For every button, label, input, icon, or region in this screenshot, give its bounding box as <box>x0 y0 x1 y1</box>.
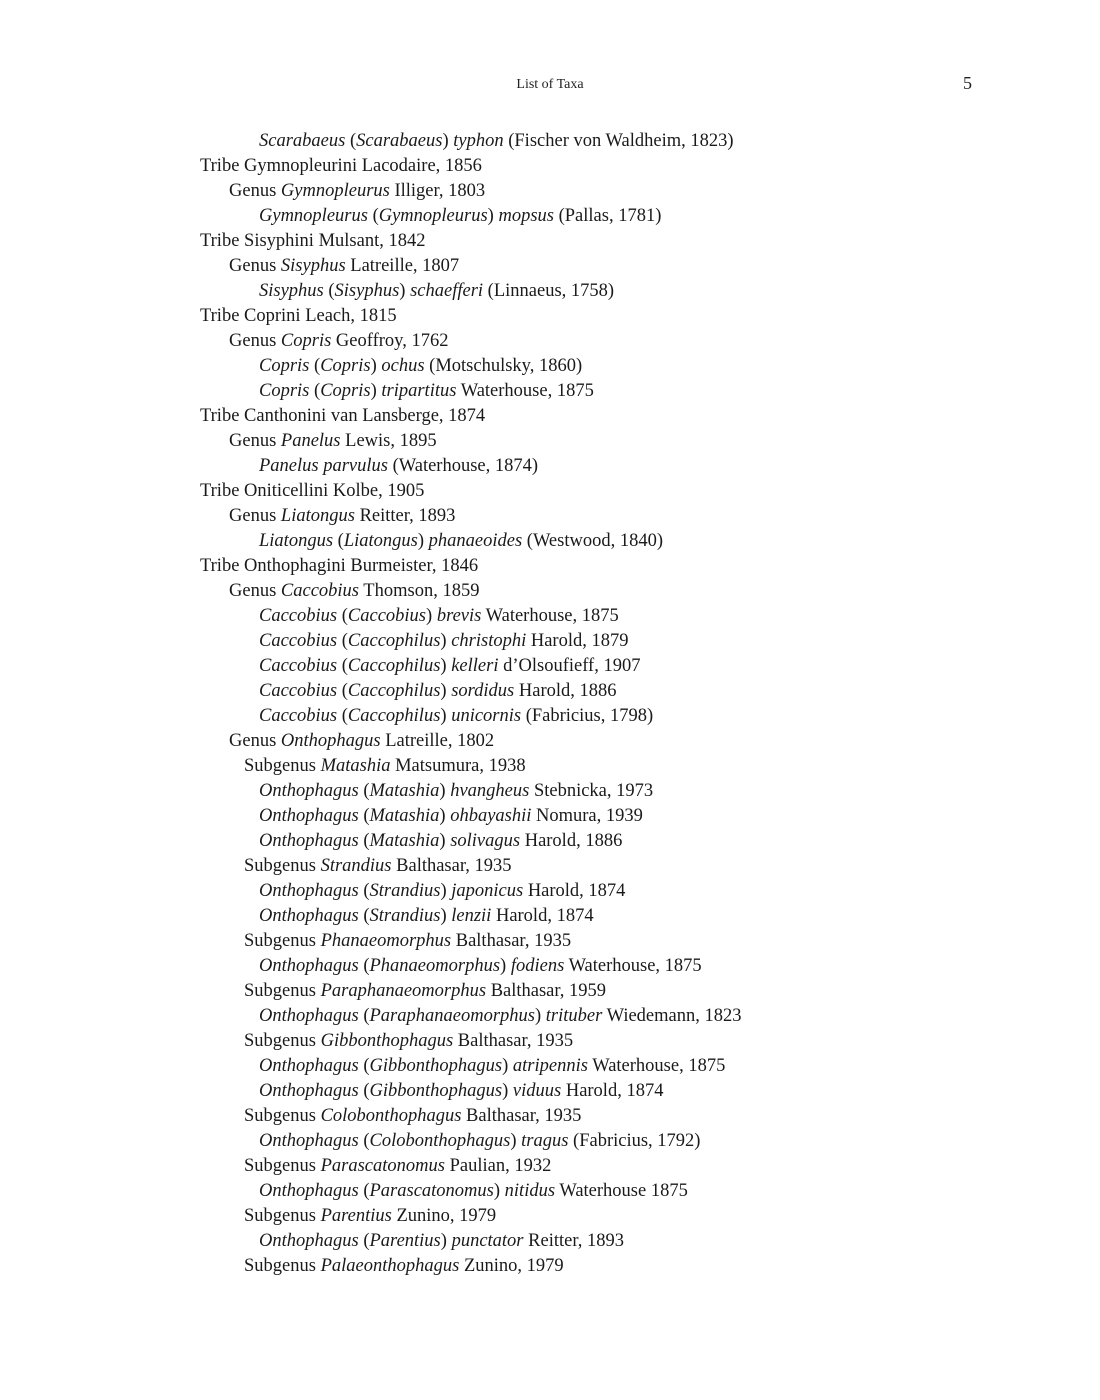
taxon-subgenus-line <box>0 754 1100 779</box>
taxon-species-line <box>0 629 1100 654</box>
taxon-text: Subgenus <box>244 1206 321 1226</box>
taxon-text: Genus <box>229 331 281 351</box>
taxon-text: Genus <box>229 581 281 601</box>
running-head: List of Taxa <box>516 77 584 92</box>
taxon-subgenus-line <box>0 929 1100 954</box>
page-number: 5 <box>963 73 972 93</box>
taxon-text: ) <box>417 531 429 551</box>
taxon-species-line <box>0 1229 1100 1254</box>
taxon-name-italic: Sisyphus <box>280 256 346 276</box>
taxon-name-italic: kelleri <box>451 656 499 676</box>
taxon-name-italic: Scarabaeus <box>259 131 346 151</box>
taxon-species-line <box>0 129 1100 154</box>
taxon-name-italic: Gibbonthophagus <box>320 1031 454 1051</box>
taxon-text: Zunino, 1979 <box>391 1206 497 1226</box>
taxon-name-italic: brevis <box>436 606 482 626</box>
taxon-text: ( <box>358 1231 370 1251</box>
taxon-text: Genus <box>229 431 281 451</box>
taxon-tribe-line <box>0 404 1100 429</box>
taxon-text: ( <box>337 656 348 676</box>
taxon-text: (Fabricius, 1792) <box>568 1131 701 1151</box>
taxon-species-line <box>0 454 1100 479</box>
taxon-text: Subgenus <box>244 1256 321 1276</box>
taxon-name-italic: Onthophagus <box>259 1081 359 1101</box>
taxon-name-italic: Palaeonthophagus <box>320 1256 460 1276</box>
taxon-name-italic: Onthophagus <box>259 1181 359 1201</box>
taxon-name-italic: Onthophagus <box>259 906 359 926</box>
taxon-name-italic: Liatongus <box>280 506 355 526</box>
taxon-name-italic: Paraphanaeomorphus <box>320 981 487 1001</box>
taxon-text: Waterhouse 1875 <box>555 1181 688 1201</box>
taxon-species-line <box>0 954 1100 979</box>
taxon-name-italic: Phanaeomorphus <box>320 931 452 951</box>
taxon-text: ( <box>358 1081 370 1101</box>
taxon-species-line <box>0 279 1100 304</box>
taxon-tribe-line <box>0 229 1100 254</box>
taxon-text: ( <box>358 1056 370 1076</box>
taxon-text: Geoffroy, 1762 <box>331 331 449 351</box>
taxon-name-italic: fodiens <box>510 956 565 976</box>
taxon-species-line <box>0 379 1100 404</box>
taxon-text: ( <box>337 606 348 626</box>
taxon-text: ) <box>440 1231 452 1251</box>
taxon-name-italic: Gymnopleurus <box>280 181 390 201</box>
taxon-genus-line <box>0 504 1100 529</box>
taxon-text: ) <box>442 131 454 151</box>
taxon-species-line <box>0 879 1100 904</box>
taxon-text: ( <box>337 681 348 701</box>
taxon-text: ( <box>337 631 348 651</box>
taxa-list <box>0 129 1100 1279</box>
taxon-name-italic: Gymnopleurus <box>259 206 368 226</box>
taxon-text: Tribe Coprini Leach, 1815 <box>200 306 397 326</box>
taxon-text: ( <box>333 531 344 551</box>
taxon-text: Nomura, 1939 <box>531 806 643 826</box>
taxon-text: Waterhouse, 1875 <box>481 606 619 626</box>
taxon-name-italic: Phanaeomorphus <box>369 956 501 976</box>
taxon-tribe-line <box>0 479 1100 504</box>
taxon-text: ) <box>440 906 452 926</box>
taxon-name-italic: Onthophagus <box>259 1131 359 1151</box>
taxon-name-italic: Onthophagus <box>259 806 359 826</box>
taxon-text: (Westwood, 1840) <box>522 531 664 551</box>
taxon-text: Subgenus <box>244 1156 321 1176</box>
taxon-species-line <box>0 1004 1100 1029</box>
taxon-text: Paulian, 1932 <box>444 1156 552 1176</box>
taxon-text: d’Olsoufieff, 1907 <box>498 656 641 676</box>
taxon-name-italic: Caccobius <box>259 631 338 651</box>
taxon-text: (Linnaeus, 1758) <box>483 281 615 301</box>
taxon-text: Reitter, 1893 <box>354 506 456 526</box>
taxon-name-italic: Onthophagus <box>259 1231 359 1251</box>
taxon-name-italic: Copris <box>320 381 371 401</box>
taxon-name-italic: Matashia <box>320 756 391 776</box>
taxon-text: Subgenus <box>244 1106 321 1126</box>
taxon-name-italic: Caccophilus <box>347 681 441 701</box>
taxon-text: ) <box>370 381 382 401</box>
taxon-name-italic: Panelus parvulus <box>259 456 388 476</box>
taxon-name-italic: Onthophagus <box>280 731 381 751</box>
taxon-text: Genus <box>229 506 281 526</box>
taxon-species-line <box>0 604 1100 629</box>
taxon-text: ) <box>439 781 451 801</box>
taxon-text: ( <box>358 1006 370 1026</box>
taxon-name-italic: schaefferi <box>410 281 484 301</box>
taxon-text: Tribe Canthonini van Lansberge, 1874 <box>200 406 486 426</box>
taxon-text: ) <box>440 706 452 726</box>
taxon-species-line <box>0 829 1100 854</box>
taxon-name-italic: Gymnopleurus <box>378 206 488 226</box>
taxon-name-italic: Paraphanaeomorphus <box>369 1006 535 1026</box>
taxon-species-line <box>0 704 1100 729</box>
taxon-text: Subgenus <box>244 931 321 951</box>
taxon-name-italic: Onthophagus <box>259 956 359 976</box>
taxon-genus-line <box>0 329 1100 354</box>
taxon-text: (Fischer von Waldheim, 1823) <box>503 131 734 151</box>
taxon-text: ( <box>358 906 370 926</box>
taxon-name-italic: Caccobius <box>280 581 360 601</box>
taxon-subgenus-line <box>0 854 1100 879</box>
taxon-text: ( <box>309 381 321 401</box>
taxon-text: Harold, 1874 <box>523 881 626 901</box>
taxon-name-italic: Matashia <box>369 781 440 801</box>
taxon-name-italic: Strandius <box>369 906 441 926</box>
taxon-name-italic: viduus <box>512 1081 562 1101</box>
taxon-text: ( <box>367 206 379 226</box>
taxon-species-line <box>0 679 1100 704</box>
taxon-name-italic: Sisyphus <box>334 281 400 301</box>
taxon-text: ) <box>399 281 411 301</box>
taxon-name-italic: trituber <box>545 1006 603 1026</box>
taxon-name-italic: Panelus <box>280 431 341 451</box>
taxon-name-italic: ohbayashii <box>450 806 532 826</box>
taxon-text: Harold, 1874 <box>491 906 594 926</box>
taxon-text: (Fabricius, 1798) <box>521 706 654 726</box>
taxon-genus-line <box>0 429 1100 454</box>
taxon-name-italic: Copris <box>259 381 310 401</box>
taxon-text: Tribe Gymnopleurini Lacodaire, 1856 <box>200 156 482 176</box>
taxon-name-italic: Matashia <box>369 831 440 851</box>
taxon-name-italic: Sisyphus <box>259 281 324 301</box>
taxon-text: Subgenus <box>244 1031 321 1051</box>
taxon-name-italic: punctator <box>451 1231 524 1251</box>
taxon-text: Waterhouse, 1875 <box>564 956 702 976</box>
taxon-text: Illiger, 1803 <box>389 181 486 201</box>
taxon-text: Matsumura, 1938 <box>390 756 526 776</box>
taxon-name-italic: Parentius <box>320 1206 392 1226</box>
taxon-text: Zunino, 1979 <box>459 1256 564 1276</box>
taxon-name-italic: Colobonthophagus <box>320 1106 462 1126</box>
taxon-name-italic: Caccobius <box>259 706 338 726</box>
taxon-species-line <box>0 779 1100 804</box>
taxon-name-italic: Colobonthophagus <box>369 1131 511 1151</box>
taxon-text: Thomson, 1859 <box>359 581 480 601</box>
taxon-text: ) <box>440 656 452 676</box>
taxon-text: Balthasar, 1959 <box>486 981 607 1001</box>
taxon-name-italic: Caccobius <box>259 681 338 701</box>
taxon-text: Balthasar, 1935 <box>391 856 512 876</box>
taxon-name-italic: Gibbonthophagus <box>369 1056 503 1076</box>
taxon-genus-line <box>0 254 1100 279</box>
taxon-text: ) <box>534 1006 546 1026</box>
taxon-text: ) <box>500 956 511 976</box>
taxon-species-line <box>0 1079 1100 1104</box>
taxon-name-italic: ochus <box>381 356 425 376</box>
taxon-name-italic: Caccophilus <box>347 631 441 651</box>
taxon-text: ( <box>358 781 370 801</box>
taxon-text: ) <box>439 831 451 851</box>
taxon-text: Latreille, 1802 <box>380 731 495 751</box>
taxon-tribe-line <box>0 304 1100 329</box>
taxon-name-italic: unicornis <box>451 706 522 726</box>
taxon-tribe-line <box>0 554 1100 579</box>
taxon-name-italic: Copris <box>280 331 332 351</box>
taxon-text: Harold, 1874 <box>561 1081 664 1101</box>
taxon-text: ( <box>309 356 321 376</box>
taxon-text: Subgenus <box>244 856 321 876</box>
taxon-name-italic: Onthophagus <box>259 1056 359 1076</box>
taxon-text: ) <box>440 881 452 901</box>
taxon-name-italic: Parentius <box>369 1231 441 1251</box>
taxon-text: ( <box>358 831 370 851</box>
taxon-name-italic: Gibbonthophagus <box>369 1081 503 1101</box>
taxon-species-line <box>0 1129 1100 1154</box>
taxon-text: (Waterhouse, 1874) <box>387 456 539 476</box>
taxon-text: Genus <box>229 256 281 276</box>
taxon-species-line <box>0 1179 1100 1204</box>
taxon-name-italic: phanaeoides <box>428 531 523 551</box>
taxon-genus-line <box>0 729 1100 754</box>
taxon-text: Tribe Onthophagini Burmeister, 1846 <box>200 556 479 576</box>
taxon-name-italic: Parascatonomus <box>369 1181 494 1201</box>
taxon-subgenus-line <box>0 1104 1100 1129</box>
taxon-text: Balthasar, 1935 <box>461 1106 582 1126</box>
taxon-name-italic: atripennis <box>512 1056 588 1076</box>
taxon-name-italic: lenzii <box>451 906 492 926</box>
taxon-text: Tribe Oniticellini Kolbe, 1905 <box>200 481 425 501</box>
taxon-name-italic: Caccophilus <box>347 706 441 726</box>
taxon-species-line <box>0 354 1100 379</box>
taxon-name-italic: sordidus <box>451 681 515 701</box>
taxon-text: (Motschulsky, 1860) <box>424 356 583 376</box>
taxon-text: ( <box>358 1181 370 1201</box>
taxon-subgenus-line <box>0 1204 1100 1229</box>
taxon-subgenus-line <box>0 979 1100 1004</box>
taxon-name-italic: Onthophagus <box>259 1006 359 1026</box>
taxon-species-line <box>0 654 1100 679</box>
taxon-text: ) <box>493 1181 505 1201</box>
taxon-text: Lewis, 1895 <box>340 431 437 451</box>
taxon-text: Waterhouse, 1875 <box>587 1056 726 1076</box>
taxon-name-italic: japonicus <box>451 881 524 901</box>
taxon-name-italic: Caccobius <box>347 606 427 626</box>
taxon-subgenus-line <box>0 1254 1100 1279</box>
taxon-name-italic: Matashia <box>369 806 440 826</box>
taxon-name-italic: solivagus <box>450 831 521 851</box>
taxon-name-italic: Liatongus <box>259 531 334 551</box>
taxon-text: ) <box>502 1081 513 1101</box>
taxon-tribe-line <box>0 154 1100 179</box>
taxon-text: ) <box>440 631 452 651</box>
taxon-text: ) <box>370 356 382 376</box>
taxon-text: Harold, 1879 <box>526 631 629 651</box>
taxon-name-italic: hvangheus <box>450 781 530 801</box>
taxon-name-italic: mopsus <box>498 206 554 226</box>
taxon-text: Harold, 1886 <box>514 681 617 701</box>
taxon-name-italic: tripartitus <box>381 381 457 401</box>
taxon-text: Balthasar, 1935 <box>453 1031 574 1051</box>
taxon-text: ) <box>440 681 452 701</box>
taxon-name-italic: christophi <box>451 631 527 651</box>
taxon-species-line <box>0 804 1100 829</box>
taxon-species-line <box>0 529 1100 554</box>
taxon-genus-line <box>0 179 1100 204</box>
taxon-name-italic: Strandius <box>369 881 441 901</box>
taxon-text: Latreille, 1807 <box>345 256 460 276</box>
taxon-text: ) <box>510 1131 522 1151</box>
taxon-text: ( <box>358 956 370 976</box>
taxon-name-italic: Liatongus <box>343 531 418 551</box>
taxon-text: Waterhouse, 1875 <box>456 381 594 401</box>
taxon-species-line <box>0 904 1100 929</box>
taxon-name-italic: tragus <box>521 1131 569 1151</box>
taxon-name-italic: Onthophagus <box>259 831 359 851</box>
taxon-name-italic: Strandius <box>320 856 392 876</box>
taxon-name-italic: Copris <box>320 356 371 376</box>
taxon-name-italic: Caccobius <box>259 606 338 626</box>
taxon-text: ( <box>358 806 370 826</box>
taxon-text: Balthasar, 1935 <box>451 931 572 951</box>
taxon-text: ( <box>358 1131 370 1151</box>
taxon-text: Genus <box>229 181 281 201</box>
taxon-subgenus-line <box>0 1154 1100 1179</box>
taxon-text: Wiedemann, 1823 <box>602 1006 742 1026</box>
taxon-text: ( <box>358 881 370 901</box>
taxon-name-italic: Onthophagus <box>259 781 359 801</box>
taxon-text: Subgenus <box>244 756 321 776</box>
taxon-name-italic: Onthophagus <box>259 881 359 901</box>
taxon-text: Stebnicka, 1973 <box>529 781 654 801</box>
taxon-text: (Pallas, 1781) <box>553 206 662 226</box>
taxon-text: ( <box>337 706 348 726</box>
taxon-name-italic: Caccophilus <box>347 656 441 676</box>
taxon-name-italic: nitidus <box>504 1181 556 1201</box>
taxon-text: ) <box>502 1056 513 1076</box>
taxon-text: Genus <box>229 731 281 751</box>
taxon-text: Harold, 1886 <box>520 831 623 851</box>
taxon-name-italic: typhon <box>453 131 504 151</box>
taxon-species-line <box>0 1054 1100 1079</box>
taxon-name-italic: Scarabaeus <box>356 131 443 151</box>
taxon-text: Subgenus <box>244 981 321 1001</box>
taxon-subgenus-line <box>0 1029 1100 1054</box>
taxon-species-line <box>0 204 1100 229</box>
taxon-text: Tribe Sisyphini Mulsant, 1842 <box>200 231 426 251</box>
taxon-genus-line <box>0 579 1100 604</box>
taxon-text: ) <box>439 806 451 826</box>
taxon-text: Reitter, 1893 <box>523 1231 624 1251</box>
taxon-text: ( <box>323 281 335 301</box>
taxon-text: ) <box>426 606 437 626</box>
taxon-text: ) <box>487 206 499 226</box>
taxon-name-italic: Copris <box>259 356 310 376</box>
taxon-name-italic: Parascatonomus <box>320 1156 445 1176</box>
taxon-text: ( <box>345 131 357 151</box>
taxon-name-italic: Caccobius <box>259 656 338 676</box>
